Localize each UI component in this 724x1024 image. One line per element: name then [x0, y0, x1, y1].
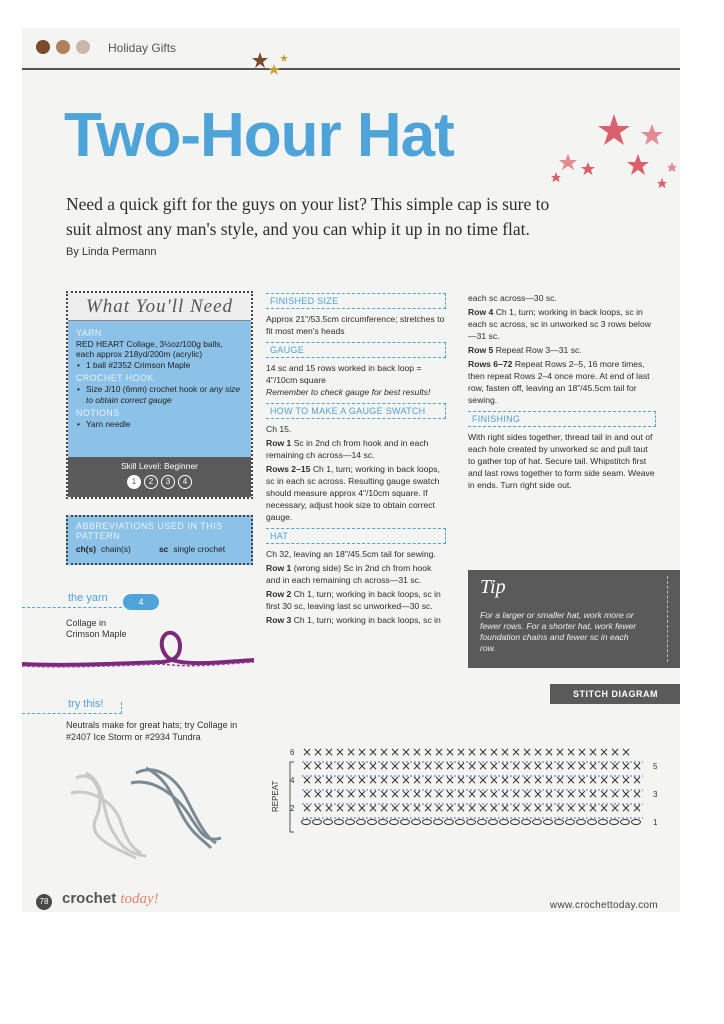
chain-stitch — [335, 820, 344, 825]
stitch-symbol: × — [456, 759, 467, 773]
stitch-symbol: × — [610, 745, 621, 759]
stitch-symbol: × — [577, 773, 588, 787]
stitch-symbol: × — [511, 773, 522, 787]
stitch-symbol: × — [632, 773, 643, 787]
stitch-symbol: × — [489, 787, 500, 801]
stitch-symbol: × — [368, 773, 379, 787]
stitch-symbol: × — [379, 759, 390, 773]
stitch-symbol: × — [390, 745, 401, 759]
stitch-symbol: × — [423, 773, 434, 787]
stitch-symbol: × — [621, 787, 632, 801]
skill-label: Skill Level: Beginner — [120, 461, 198, 471]
stitch-symbol: × — [423, 759, 434, 773]
stitch-symbol: × — [401, 759, 412, 773]
hook-label: CROCHET HOOK — [76, 373, 154, 384]
stitch-symbol: × — [478, 773, 489, 787]
chain-stitch — [500, 820, 509, 825]
stitch-symbol: × — [588, 759, 599, 773]
stitch-symbol: × — [588, 801, 599, 815]
stitch-symbol: × — [610, 759, 621, 773]
chain-stitch — [313, 820, 322, 825]
skill-circle: 3 — [161, 475, 175, 489]
yarn-note-line: Crimson Maple — [66, 629, 127, 639]
tip-box — [468, 570, 680, 668]
notions-item: • Yarn needle — [76, 419, 243, 430]
page-title: Two-Hour Hat — [64, 101, 454, 170]
stitch-symbol: × — [335, 801, 346, 815]
stitch-symbol: × — [357, 759, 368, 773]
stitch-symbol: × — [390, 801, 401, 815]
stitch-symbol: × — [412, 787, 423, 801]
stitch-symbol: × — [434, 773, 445, 787]
stitch-symbol: × — [500, 787, 511, 801]
stitch-symbol: × — [401, 745, 412, 759]
chain-stitch — [610, 820, 619, 825]
stitch-symbol: × — [423, 787, 434, 801]
chain-stitch — [401, 820, 410, 825]
stitch-symbol: × — [478, 745, 489, 759]
stitch-symbol: × — [588, 745, 599, 759]
hook-item-italic: any size to obtain correct gauge — [86, 383, 241, 405]
stitch-symbol: × — [467, 773, 478, 787]
stitch-symbol: × — [610, 787, 621, 801]
footer-brand — [62, 890, 159, 908]
stitch-symbol: × — [434, 745, 445, 759]
stitch-symbol: × — [423, 801, 434, 815]
stitch-symbol: × — [390, 773, 401, 787]
stitch-symbol: × — [478, 801, 489, 815]
stitch-symbol: × — [467, 745, 478, 759]
stitch-symbol: × — [335, 745, 346, 759]
stitch-symbol: × — [401, 801, 412, 815]
stitch-symbol: × — [390, 759, 401, 773]
byline: By Linda Permann — [66, 246, 157, 258]
stitch-symbol: × — [588, 773, 599, 787]
stitch-symbol: × — [522, 745, 533, 759]
stitch-symbol: × — [302, 773, 313, 787]
row-label: Row 1 — [266, 563, 292, 573]
stitch-symbol: × — [390, 787, 401, 801]
stitch-symbol: × — [368, 745, 379, 759]
stitch-symbol: × — [456, 801, 467, 815]
stitch-symbol: × — [412, 745, 423, 759]
stitch-symbol: × — [357, 745, 368, 759]
footer-url: www.crochettoday.com — [549, 900, 658, 911]
stitch-symbol: × — [434, 759, 445, 773]
pattern-column-2 — [468, 292, 656, 493]
chain-stitch — [445, 820, 454, 825]
try-this-label — [22, 698, 122, 714]
stitch-symbol: × — [302, 759, 313, 773]
skill-circle: 1 — [127, 475, 141, 489]
tip-text: For a larger or smaller hat, work more or fewer rows. For a shorter hat, work fewer foundation chains and fewer sc in each row. — [480, 610, 637, 653]
materials-list — [68, 321, 251, 457]
header-dot-icon — [56, 40, 70, 54]
stitch-symbol: × — [599, 759, 610, 773]
row-number: 3 — [653, 790, 658, 799]
stitch-symbol: × — [533, 787, 544, 801]
stitch-symbol: × — [346, 787, 357, 801]
stitch-symbol: × — [533, 773, 544, 787]
abbreviations-row — [76, 544, 243, 554]
notions-label: NOTIONS — [76, 408, 120, 419]
chain-stitch — [544, 820, 553, 825]
try-this-text: try this! — [68, 698, 104, 710]
page-number: 78 — [36, 894, 52, 910]
stitch-symbol: × — [379, 787, 390, 801]
row-text: Ch 1, turn; working in back loops, sc in first 30 sc, leaving last sc unworked—30 sc. — [266, 589, 441, 611]
row4 — [468, 306, 656, 342]
stitch-symbol: × — [324, 787, 335, 801]
stitch-symbol: × — [313, 745, 324, 759]
stitch-symbol: × — [599, 773, 610, 787]
stitch-symbol: × — [379, 745, 390, 759]
materials-heading: What You'll Need — [68, 293, 251, 321]
stitch-symbol: × — [599, 745, 610, 759]
stitch-symbol: × — [489, 773, 500, 787]
finished-size-text: Approx 21"/53.5cm circumference; stretches to fit most men's heads — [266, 314, 445, 336]
stitch-symbol: × — [456, 787, 467, 801]
header-dot-icon — [36, 40, 50, 54]
stitch-symbol: × — [533, 759, 544, 773]
chain-stitch — [489, 820, 498, 825]
stitch-symbol: × — [544, 801, 555, 815]
chain-stitch — [577, 820, 586, 825]
header-divider — [22, 68, 680, 70]
chain-stitch — [302, 820, 311, 825]
stitch-symbol: × — [511, 801, 522, 815]
stitch-symbol: × — [346, 745, 357, 759]
stitch-symbol: × — [401, 773, 412, 787]
stitch-symbol: × — [467, 801, 478, 815]
stitch-symbol: × — [456, 773, 467, 787]
stitch-symbol: × — [335, 773, 346, 787]
stitch-symbol: × — [577, 759, 588, 773]
chain-stitch — [390, 820, 399, 825]
stitch-symbol: × — [621, 801, 632, 815]
stitch-symbol: × — [346, 759, 357, 773]
stitch-symbol: × — [313, 759, 324, 773]
chain-stitch — [533, 820, 542, 825]
header-stars-icon — [248, 50, 298, 80]
row5 — [468, 344, 656, 356]
stitch-symbol: × — [445, 787, 456, 801]
finishing-heading: FINISHING — [468, 411, 656, 427]
chain-stitch — [632, 820, 641, 825]
row-number: 2 — [290, 804, 295, 813]
stitch-symbol: × — [302, 745, 313, 759]
stitch-symbol: × — [324, 759, 335, 773]
brand-main: crochet — [62, 890, 121, 907]
hat-row1 — [266, 562, 446, 586]
stitch-symbol: × — [412, 773, 423, 787]
stitch-symbol: × — [599, 801, 610, 815]
chain-stitch — [346, 820, 355, 825]
stitch-symbol: × — [489, 801, 500, 815]
stitch-symbol: × — [456, 745, 467, 759]
stitch-symbol: × — [522, 787, 533, 801]
section-title: Holiday Gifts — [108, 41, 177, 55]
row-number: 5 — [653, 762, 658, 771]
chain-stitch — [357, 820, 366, 825]
chain-stitch — [467, 820, 476, 825]
stitch-symbol: × — [357, 801, 368, 815]
row-text: Ch 1, turn; working in back loops, sc in — [291, 615, 441, 625]
yarn-callout-text: the yarn — [68, 592, 108, 604]
repeat-label: REPEAT — [271, 780, 280, 812]
stitch-symbol: × — [599, 787, 610, 801]
row-label: Rows 6–72 — [468, 359, 513, 369]
stitch-symbol: × — [544, 787, 555, 801]
stitch-symbol: × — [500, 801, 511, 815]
stitch-symbol: × — [313, 801, 324, 815]
stitch-symbol: × — [302, 801, 313, 815]
chain-stitch — [456, 820, 465, 825]
gauge-text: 14 sc and 15 rows worked in back loop = 4"/10cm square — [266, 363, 422, 385]
row-text: Ch 1, turn; working in back loops, sc in each sc across, sc in unworked sc 3 rows below—31 sc. — [468, 307, 651, 341]
chain-stitch — [434, 820, 443, 825]
hat-heading: HAT — [266, 528, 446, 544]
yarn-callout-label — [22, 592, 122, 608]
tip-divider — [667, 576, 668, 662]
skill-level — [68, 457, 251, 497]
chain-stitch — [599, 820, 608, 825]
row-text: (wrong side) Sc in 2nd ch from hook and in each remaining ch across—31 sc. — [266, 563, 432, 585]
stitch-symbol: × — [621, 759, 632, 773]
swatch-rows2 — [266, 463, 446, 523]
stitch-symbol: × — [313, 773, 324, 787]
header-dot-icon — [76, 40, 90, 54]
chain-stitch — [522, 820, 531, 825]
stitch-symbol: × — [566, 773, 577, 787]
yarn-note-line: Collage in — [66, 618, 107, 628]
chain-stitch — [368, 820, 377, 825]
stitch-symbol: × — [412, 801, 423, 815]
brand-italic: today! — [120, 891, 159, 907]
stitch-symbol: × — [423, 745, 434, 759]
stitch-symbol: × — [511, 745, 522, 759]
row-text: Repeat Rows 2–5, 16 more times, then repeat Rows 2–4 once more. At end of last row, fasten off, leaving an 18"/45.5cm tail for sewing. — [468, 359, 650, 405]
stitch-symbol: × — [335, 759, 346, 773]
row-text: Repeat Row 3—31 sc. — [493, 345, 582, 355]
stitch-symbol: × — [302, 787, 313, 801]
stitch-symbol: × — [566, 745, 577, 759]
chain-stitch — [555, 820, 564, 825]
stitch-symbol: × — [544, 773, 555, 787]
tip-title: Tip — [480, 576, 506, 598]
gauge-heading: GAUGE — [266, 342, 446, 358]
finished-size-heading: FINISHED SIZE — [266, 293, 446, 309]
stitch-symbol: × — [555, 787, 566, 801]
stitch-symbol: × — [478, 787, 489, 801]
stitch-symbol: × — [610, 773, 621, 787]
row-label: Row 2 — [266, 589, 292, 599]
stitch-symbol: × — [445, 773, 456, 787]
skill-circles — [68, 475, 251, 489]
row-number: 4 — [290, 776, 295, 785]
stitch-symbol: × — [555, 745, 566, 759]
stitch-symbol: × — [566, 759, 577, 773]
stitch-symbol: × — [511, 787, 522, 801]
yarn-label: YARN — [76, 328, 102, 338]
stitch-symbol: × — [555, 773, 566, 787]
row3-continued: each sc across—30 sc. — [468, 293, 557, 303]
chain-stitch — [423, 820, 432, 825]
stitch-symbol: × — [489, 745, 500, 759]
stitch-symbol: × — [555, 759, 566, 773]
stitch-symbol: × — [610, 801, 621, 815]
stitch-symbol: × — [577, 801, 588, 815]
materials-box — [66, 291, 253, 499]
row-label: Row 3 — [266, 615, 292, 625]
yarn-item: • 1 ball #2352 Crimson Maple — [76, 360, 243, 371]
swatch-heading: HOW TO MAKE A GAUGE SWATCH — [266, 403, 446, 419]
stitch-symbol: × — [577, 787, 588, 801]
stitch-symbol: × — [500, 745, 511, 759]
repeat-bracket — [290, 762, 294, 832]
stitch-symbol: × — [357, 787, 368, 801]
chain-stitch — [478, 820, 487, 825]
abbreviations-title: ABBREVIATIONS USED IN THIS PATTERN — [76, 521, 223, 541]
stitch-symbol: × — [566, 787, 577, 801]
chain-stitch — [412, 820, 421, 825]
stitch-symbol: × — [522, 773, 533, 787]
stitch-symbol: × — [368, 787, 379, 801]
stitch-symbol: × — [632, 801, 643, 815]
stitch-symbol: × — [621, 745, 632, 759]
stitch-symbol: × — [335, 787, 346, 801]
stitch-symbol: × — [511, 759, 522, 773]
hat-row3 — [266, 614, 446, 626]
chain-stitch — [324, 820, 333, 825]
chain-stitch — [566, 820, 575, 825]
swatch-ch: Ch 15. — [266, 424, 292, 434]
stitch-symbol: × — [346, 773, 357, 787]
chain-stitch — [621, 820, 630, 825]
stitch-symbol: × — [401, 787, 412, 801]
hat-row2 — [266, 588, 446, 612]
stitch-symbol: × — [313, 787, 324, 801]
hat-ch: Ch 32, leaving an 18"/45.5cm tail for sewing. — [266, 549, 436, 559]
stitch-diagram — [266, 740, 666, 860]
stitch-diagram-label: STITCH DIAGRAM — [550, 684, 680, 704]
row-label: Row 1 — [266, 438, 292, 448]
stitch-symbol: × — [379, 773, 390, 787]
row-number: 1 — [653, 818, 658, 827]
section-header — [22, 28, 680, 68]
abbr-ch: ch(s) — [76, 544, 97, 554]
skill-circle: 2 — [144, 475, 158, 489]
row-text: Ch 1, turn; working in back loops, sc in each sc across. Resulting gauge swatch should measure approx 4"/10cm square. If necessary, adjust hook size to obtain correct gauge. — [266, 464, 440, 522]
stitch-symbol: × — [379, 801, 390, 815]
hook-item — [76, 384, 243, 405]
stitch-symbol: × — [621, 773, 632, 787]
stitch-symbol: × — [324, 801, 335, 815]
skill-circle: 4 — [178, 475, 192, 489]
stitch-symbol: × — [346, 801, 357, 815]
stitch-symbol: × — [445, 759, 456, 773]
stitch-symbol: × — [533, 801, 544, 815]
intro-text: Need a quick gift for the guys on your list? This simple cap is sure to suit almost any man's style, and you can whip it up in no time flat. — [66, 194, 550, 239]
gauge-note: Remember to check gauge for best results! — [266, 387, 431, 397]
stitch-symbol: × — [632, 759, 643, 773]
stitch-symbol: × — [500, 773, 511, 787]
rows6-72 — [468, 358, 656, 406]
stitch-symbol: × — [445, 801, 456, 815]
row-label: Row 4 — [468, 307, 494, 317]
swatch-row1 — [266, 437, 446, 461]
purple-yarn-image — [22, 616, 254, 676]
stitch-symbol: × — [324, 745, 335, 759]
stitch-symbol: × — [533, 745, 544, 759]
stitch-symbol: × — [544, 745, 555, 759]
stitch-symbol: × — [522, 759, 533, 773]
stitch-symbol: × — [588, 787, 599, 801]
stitch-symbol: × — [368, 759, 379, 773]
abbreviations-box — [66, 515, 253, 565]
stitch-symbol: × — [434, 801, 445, 815]
stitch-symbol: × — [544, 759, 555, 773]
stitch-symbol: × — [434, 787, 445, 801]
stitch-symbol: × — [489, 759, 500, 773]
decorative-stars-icon — [548, 110, 680, 188]
stitch-symbol: × — [500, 759, 511, 773]
stitch-symbol: × — [566, 801, 577, 815]
stitch-symbol: × — [412, 759, 423, 773]
yarn-weight-icon: 4 — [123, 594, 159, 610]
stitch-symbol: × — [368, 801, 379, 815]
pattern-column-1 — [266, 288, 446, 628]
stitch-symbol: × — [467, 759, 478, 773]
hook-item-main: Size J/10 (6mm) crochet hook or — [86, 383, 210, 394]
abbr-ch-def: chain(s) — [101, 544, 131, 554]
abbr-sc: sc — [159, 544, 169, 554]
row-label: Rows 2–15 — [266, 464, 311, 474]
stitch-symbol: × — [577, 745, 588, 759]
try-this-note: Neutrals make for great hats; try Collage in #2407 Ice Storm or #2934 Tundra — [66, 720, 238, 742]
stitch-symbol: × — [522, 801, 533, 815]
chain-stitch — [588, 820, 597, 825]
row-text: Sc in 2nd ch from hook and in each remaining ch across—14 sc. — [266, 438, 429, 460]
chain-stitch — [511, 820, 520, 825]
stitch-symbol: × — [632, 787, 643, 801]
stitch-symbol: × — [555, 801, 566, 815]
stitch-symbol: × — [357, 773, 368, 787]
stitch-symbol: × — [467, 787, 478, 801]
stitch-symbol: × — [478, 759, 489, 773]
yarn-text: RED HEART Collage, 3½oz/100g balls, each approx 218yd/200m (acrylic) — [76, 338, 223, 360]
stitch-symbol: × — [324, 773, 335, 787]
magazine-page — [22, 28, 680, 912]
finishing-text: With right sides together, thread tail in and out of each hole created by unworked sc and pull taut to gather top of hat. Secure tail. Whipstitch first and last rows together to form side seam. Weave in ends. Turn right side out. — [468, 432, 655, 490]
chain-stitch — [379, 820, 388, 825]
row-label: Row 5 — [468, 345, 494, 355]
abbr-sc-def: single crochet — [173, 544, 226, 554]
yarn-samples-image — [66, 758, 226, 868]
row-number: 6 — [290, 748, 295, 757]
stitch-symbol: × — [445, 745, 456, 759]
